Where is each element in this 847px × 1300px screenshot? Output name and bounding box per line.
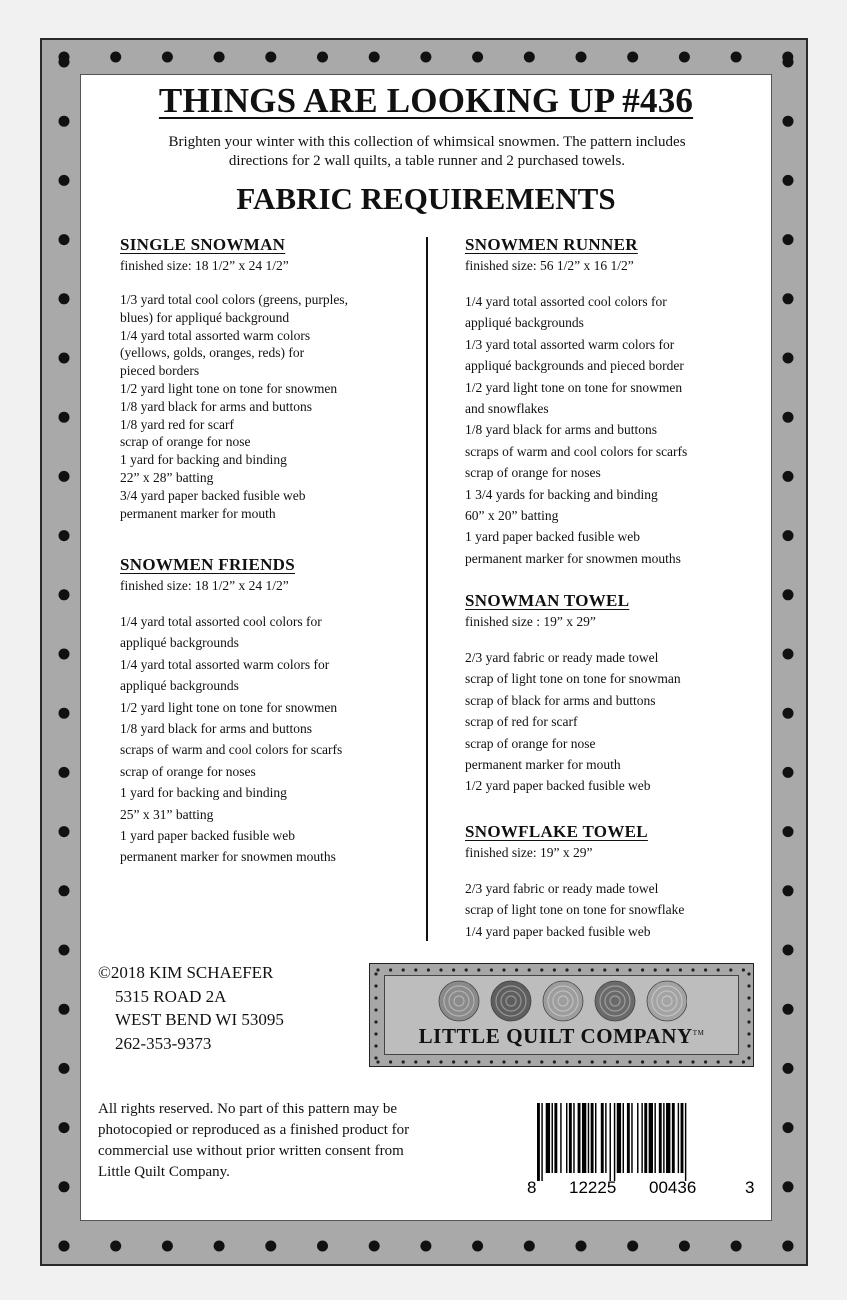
barcode-bars [537,1103,686,1181]
barcode-bar [614,1103,615,1181]
barcode-bar [654,1103,655,1173]
list-item: 1 yard for backing and binding [120,452,287,468]
border-dot [59,649,70,660]
border-dot [420,1241,431,1252]
border-dot [369,1241,380,1252]
publisher-address [98,961,284,1055]
border-dot [783,57,794,68]
border-dot [627,1241,638,1252]
list-item: appliqué backgrounds and pieced border [465,358,684,374]
logo-dot [704,1060,707,1063]
border-dot [59,826,70,837]
barcode-bar [582,1103,586,1173]
logo-label [384,975,739,1055]
barcode-bar [569,1103,572,1173]
logo-dot [616,1060,619,1063]
border-dot [783,1063,794,1074]
logo-dot [427,968,430,971]
logo-dot [603,1060,606,1063]
requirements-list [120,611,420,868]
barcode-digit: 8 [527,1178,537,1195]
logo-dot [704,968,707,971]
logo-dot [616,968,619,971]
border-dot [783,471,794,482]
barcode-bar [637,1103,638,1173]
pattern-title: THINGS ARE LOOKING UP #436 [158,81,694,120]
border-dot [783,1241,794,1252]
list-item: 1/8 yard black for arms and buttons [120,398,312,414]
list-item: permanent marker for snowmen mouths [465,550,681,566]
list-item: blues) for appliqué background [120,309,290,325]
border-dot [369,52,380,63]
list-item: 2/3 yard fabric or ready made towel [465,881,659,896]
logo-dot [747,1008,750,1011]
barcode-bar [644,1103,647,1173]
barcode-bar [566,1103,567,1173]
swirl-circle [647,981,687,1021]
barcode-bar [681,1103,684,1173]
logo-dot [666,968,669,971]
barcode-bar [663,1103,664,1173]
border-dot [783,1181,794,1192]
logo-dot [729,1060,732,1063]
border-dot [59,412,70,423]
logo-dot [747,996,750,999]
barcode-bar [554,1103,557,1173]
border-dot [420,52,431,63]
border-dot [59,767,70,778]
barcode-bar [591,1103,594,1173]
logo-dot [553,968,556,971]
list-item: scraps of warm and cool colors for scarfs [465,443,688,459]
logo-dot [528,968,531,971]
logo-dot [565,1060,568,1063]
border-dot [265,1241,276,1252]
border-dot [783,353,794,364]
logo-dot [666,1060,669,1063]
barcode-bar [595,1103,596,1173]
list-item: 1/2 yard light tone on tone for snowmen [120,699,338,715]
logo-dot [439,1060,442,1063]
logo-dot [729,968,732,971]
project-heading: SNOWFLAKE TOWEL [465,822,648,841]
address-line: 5315 ROAD 2A [115,986,227,1006]
border-dot [59,1181,70,1192]
logo-dot [374,996,377,999]
finished-size: finished size: 19” x 29” [465,845,593,860]
logo-dot [502,1060,505,1063]
logo-dot [427,1060,430,1063]
barcode-bar [627,1103,630,1173]
logo-dot [679,1060,682,1063]
list-item: 22” x 28” batting [120,469,214,485]
rights-line: photocopied or reproduced as a finished product for [98,1122,410,1138]
border-dot [783,1004,794,1015]
barcode-bar [601,1103,604,1173]
little-quilt-company-logo [369,963,754,1067]
list-item: 1/8 yard black for arms and buttons [120,721,312,737]
list-item: 1 yard for backing and binding [120,785,287,801]
barcode-bar [617,1103,621,1173]
logo-dot [747,972,750,975]
list-item: 25” x 31” batting [120,806,214,822]
list-item: 1/2 yard light tone on tone for snowmen [465,379,683,395]
list-item: appliqué backgrounds [465,315,584,331]
logo-dot [578,968,581,971]
barcode-bar [546,1103,550,1173]
border-dot [59,1004,70,1015]
logo-dot [452,1060,455,1063]
border-dot [59,353,70,364]
logo-dot [490,968,493,971]
rights-line: commercial use without prior written consent from [98,1143,404,1159]
logo-dot [376,968,379,971]
logo-dot [628,1060,631,1063]
logo-dot [515,1060,518,1063]
border-dot [783,1122,794,1133]
barcode-digit: 00436 [649,1178,697,1195]
barcode-bar [649,1103,653,1173]
logo-dot [414,968,417,971]
list-item: 1/4 yard total assorted cool colors for [120,614,322,629]
logo-dot [402,1060,405,1063]
border-dot [783,175,794,186]
logo-dot [374,1044,377,1047]
border-dot [59,885,70,896]
border-dot [59,57,70,68]
list-item: 1/4 yard total assorted cool colors for [465,294,667,309]
logo-dot [465,968,468,971]
border-dot [783,530,794,541]
logo-dot [679,968,682,971]
list-item: 1 yard paper backed fusible web [465,529,641,545]
address-line: WEST BEND WI 53095 [115,1010,284,1029]
barcode-bar [623,1103,624,1173]
border-dot [731,52,742,63]
finished-size: finished size: 18 1/2” x 24 1/2” [120,258,289,273]
logo-text [385,1024,738,1049]
requirements-list [120,291,420,522]
logo-dot [374,972,377,975]
list-item: 1/3 yard total assorted warm colors for [465,336,675,352]
logo-dot [452,968,455,971]
border-dot [59,589,70,600]
logo-dot [717,968,720,971]
border-dot [59,1241,70,1252]
border-dot [214,1241,225,1252]
logo-dot [374,1032,377,1035]
barcode-bar [672,1103,675,1173]
logo-dot [691,968,694,971]
logo-dot [540,1060,543,1063]
border-dot [783,708,794,719]
border-dot [59,234,70,245]
barcode-bar [552,1103,553,1173]
barcode-digit: 3 [745,1178,755,1195]
list-item: (yellows, golds, oranges, reds) for [120,345,305,361]
logo-dot [747,984,750,987]
project-heading: SNOWMEN FRIENDS [120,555,295,574]
swirl-circle [439,981,479,1021]
logo-dot [747,1056,750,1059]
swirl-circle [543,981,583,1021]
list-item: 1 yard paper backed fusible web [120,828,296,844]
border-dot [627,52,638,63]
requirements-list [465,291,765,569]
border-dot [679,52,690,63]
list-item: scrap of orange for nose [120,434,251,450]
logo-dot [747,1044,750,1047]
list-item: appliqué backgrounds [120,635,239,651]
barcode-bar [610,1103,611,1181]
logo-dot [565,968,568,971]
logo-dot [641,1060,644,1063]
border-dot [110,52,121,63]
column-divider [426,237,428,941]
snowman-towel-block [465,591,765,797]
border-dot [59,530,70,541]
logo-dot [374,1056,377,1059]
list-item: scrap of orange for noses [465,465,601,481]
border-dot [783,234,794,245]
logo-dot [742,968,745,971]
border-dot [472,1241,483,1252]
logo-dot [553,1060,556,1063]
list-item: 1/2 yard paper backed fusible web [465,778,651,794]
border-dot [59,708,70,719]
border-dot [59,471,70,482]
border-dot [265,52,276,63]
logo-dot [374,1020,377,1023]
logo-dot [439,968,442,971]
border-dot [59,945,70,956]
project-heading: SNOWMEN RUNNER [465,235,638,254]
list-item: scrap of light tone on tone for snowflake [465,902,685,918]
border-dot [783,589,794,600]
barcode-bar [631,1103,632,1173]
logo-dot [528,1060,531,1063]
list-item: and snowflakes [465,401,549,417]
finished-size: finished size: 56 1/2” x 16 1/2” [465,258,634,273]
border-dot [59,116,70,127]
border-dot [576,1241,587,1252]
single-snowman-block [120,235,420,522]
border-dot [731,1241,742,1252]
border-dot [214,52,225,63]
logo-dot [691,1060,694,1063]
logo-dot [540,968,543,971]
logo-dot [717,1060,720,1063]
rights-line: Little Quilt Company. [98,1164,230,1180]
list-item: 1/8 yard black for arms and buttons [465,422,657,438]
list-item: scrap of light tone on tone for snowman [465,671,681,687]
border-dot [524,52,535,63]
requirements-list [465,647,765,797]
border-dot [524,1241,535,1252]
rights-line: All rights reserved. No part of this pattern may be [98,1101,398,1117]
logo-dot [747,1020,750,1023]
border-dot [783,116,794,127]
border-dot [783,767,794,778]
list-item: permanent marker for mouth [465,757,621,773]
list-item: 3/4 yard paper backed fusible web [120,487,306,503]
barcode-bar [588,1103,589,1173]
barcode-bar [578,1103,581,1173]
list-item: 1/2 yard light tone on tone for snowmen [120,380,338,396]
logo-dot [578,1060,581,1063]
logo-dot [374,1008,377,1011]
border-dot [59,293,70,304]
barcode-bar [541,1103,542,1181]
list-item: 2/3 yard fabric or ready made towel [465,650,659,665]
snowmen-runner-block [465,235,765,569]
finished-size: finished size: 18 1/2” x 24 1/2” [120,578,289,593]
barcode-bar [537,1103,540,1181]
project-heading: SNOWMAN TOWEL [465,591,630,610]
border-dot [110,1241,121,1252]
intro-text [101,133,753,171]
logo-dot [515,968,518,971]
project-heading: SINGLE SNOWMAN [120,235,286,254]
logo-dot [402,968,405,971]
border-dot [59,175,70,186]
list-item: scrap of black for arms and buttons [465,692,656,708]
logo-dot [502,968,505,971]
border-dot [59,1063,70,1074]
swirl-circle [491,981,531,1021]
logo-dot [374,984,377,987]
snowmen-friends-block [120,555,420,868]
list-item: permanent marker for snowmen mouths [120,849,336,865]
list-item: 1/4 yard total assorted warm colors [120,327,311,343]
swirl-circle [595,981,635,1021]
list-item: pieced borders [120,363,200,379]
pattern-back-panel [80,74,772,1221]
border-dot [317,1241,328,1252]
upc-barcode [521,1103,761,1195]
logo-dot [414,1060,417,1063]
barcode-bar [678,1103,679,1173]
logo-dot [389,1060,392,1063]
intro-line: Brighten your winter with this collection of whimsical snowmen. The pattern includes [168,134,686,150]
logo-dot [376,1060,379,1063]
logo-dot [477,968,480,971]
list-item: 1/4 yard paper backed fusible web [465,923,651,939]
list-item: scrap of orange for nose [465,735,596,751]
border-dot [783,826,794,837]
logo-dot [490,1060,493,1063]
logo-dot [477,1060,480,1063]
border-dot [783,885,794,896]
border-dot [679,1241,690,1252]
border-dot [783,293,794,304]
logo-dot [603,968,606,971]
list-item: scraps of warm and cool colors for scarfs [120,742,343,758]
logo-dot [591,968,594,971]
list-item: 1 3/4 yards for backing and binding [465,486,658,502]
barcode-bar [573,1103,574,1173]
list-item: 60” x 20” batting [465,508,559,524]
barcode-bar [659,1103,662,1173]
barcode-bar [605,1103,606,1173]
list-item: permanent marker for mouth [120,505,276,521]
logo-dot [591,1060,594,1063]
fabric-requirements-heading: FABRIC REQUIREMENTS [236,181,616,216]
list-item: scrap of orange for noses [120,763,256,779]
border-dot [162,1241,173,1252]
logo-dot [654,968,657,971]
trademark-mark: TM [692,1029,705,1037]
rights-notice [98,1099,478,1183]
logo-dot [742,1060,745,1063]
requirements-list [465,878,765,942]
border-dot [59,1122,70,1133]
logo-dot [747,1032,750,1035]
intro-line: directions for 2 wall quilts, a table runner and 2 purchased towels. [228,153,626,169]
border-dot [783,412,794,423]
logo-company-name: LITTLE QUILT COMPANY [418,1024,693,1048]
barcode-bar [560,1103,561,1173]
logo-dot [389,968,392,971]
list-item: 1/3 yard total cool colors (greens, purples, [120,292,348,307]
finished-size: finished size : 19” x 29” [465,614,596,629]
logo-swirls [437,980,687,1024]
barcode-digit: 12225 [569,1178,617,1195]
border-dot [783,945,794,956]
phone-number: 262-353-9373 [115,1033,212,1053]
border-dot [576,52,587,63]
logo-dot [654,1060,657,1063]
border-dot [783,649,794,660]
border-dot [472,52,483,63]
copyright-line: ©2018 KIM SCHAEFER [98,963,274,982]
list-item: 1/8 yard red for scarf [120,416,234,432]
border-dot [162,52,173,63]
list-item: scrap of red for scarf [465,714,578,730]
snowflake-towel-block [465,822,765,942]
barcode-bar [641,1103,642,1173]
logo-dot [641,968,644,971]
barcode-bar [685,1103,686,1181]
barcode-bar [666,1103,670,1173]
list-item: 1/4 yard total assorted warm colors for [120,656,330,672]
logo-dot [465,1060,468,1063]
logo-dot [628,968,631,971]
list-item: appliqué backgrounds [120,678,239,694]
border-dot [317,52,328,63]
